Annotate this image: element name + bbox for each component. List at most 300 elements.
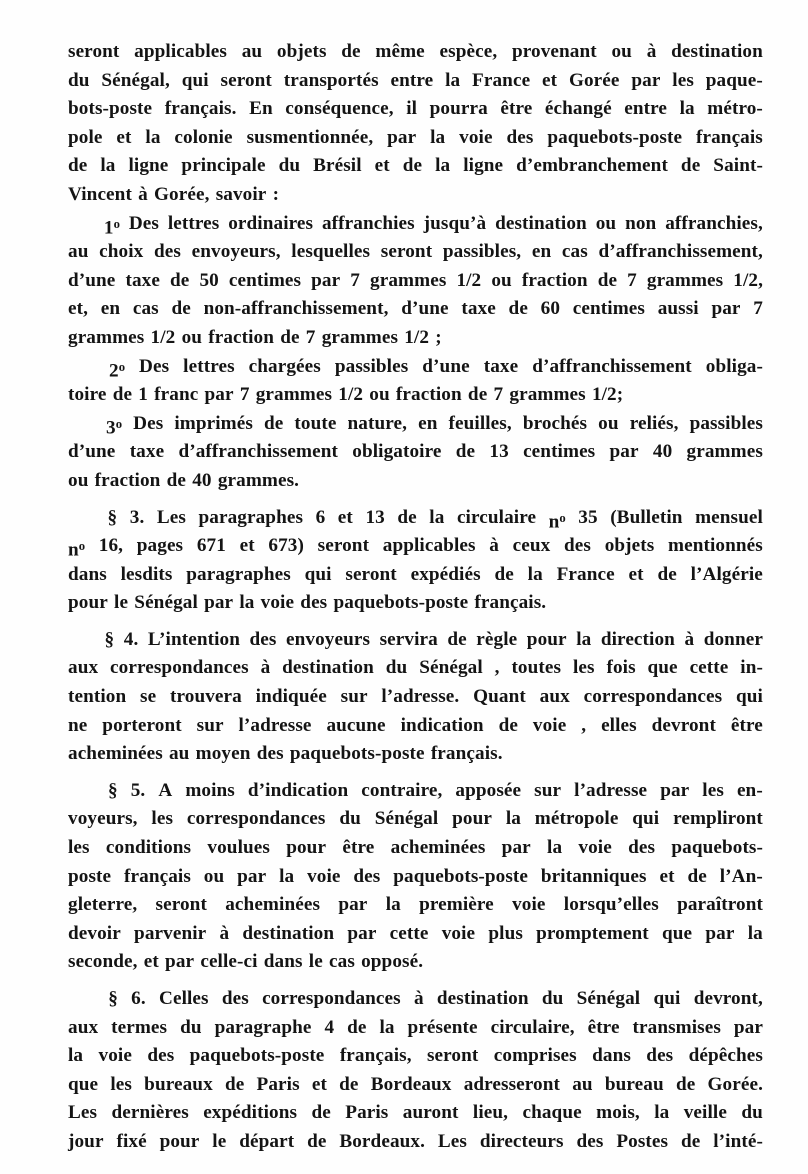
word: la (430, 126, 446, 148)
word: être (730, 714, 763, 736)
word: d’embranchement (516, 155, 668, 177)
word: apposée (455, 779, 522, 801)
word: par (609, 441, 639, 463)
word: 6. (131, 988, 146, 1009)
word: première (419, 894, 494, 916)
word: 40 (192, 469, 212, 491)
word: la (379, 1016, 395, 1038)
word: destination (436, 988, 529, 1009)
word: Paris (345, 1102, 389, 1124)
word: et (116, 126, 132, 148)
word: passibles, (442, 241, 522, 263)
word: colonie (174, 126, 233, 148)
word: la (654, 1102, 670, 1124)
word: fraction (395, 384, 462, 406)
word: lettres (183, 355, 235, 377)
word: Vincent (68, 183, 132, 205)
word: , (581, 714, 587, 736)
word: grammes. (217, 469, 300, 491)
text-line (68, 67, 763, 96)
word: la (445, 69, 461, 91)
word: d’affranchissement (178, 441, 338, 463)
text-column (68, 38, 763, 1157)
word: comprises (493, 1045, 577, 1067)
word: acheminées (225, 894, 321, 916)
word: la (279, 865, 295, 887)
word: lettres (167, 212, 220, 234)
word: seront (68, 41, 120, 62)
text-line (68, 626, 763, 655)
word: applicables (382, 535, 476, 557)
word: A (158, 779, 173, 801)
word: porteront (102, 714, 182, 736)
word: d’une (68, 269, 116, 291)
first-line-indent (68, 410, 95, 439)
word: par (311, 269, 341, 291)
word: L’intention (147, 628, 240, 650)
word: fixé (116, 1130, 147, 1152)
word: par (387, 126, 417, 148)
word: par (338, 894, 368, 916)
word: destination (282, 657, 374, 679)
word: 671 (196, 535, 226, 557)
word: la (547, 837, 563, 859)
word: Des (128, 212, 159, 234)
word: paragraphes (198, 506, 304, 528)
word: correspondances (583, 686, 723, 708)
word: grammes (509, 384, 586, 406)
paragraph-spacer (68, 769, 763, 777)
word: 35 (578, 506, 598, 528)
word: : (272, 183, 280, 205)
word: 4 (324, 1016, 335, 1038)
word: auront (402, 1102, 459, 1124)
word: au (68, 241, 89, 263)
word: d’affranchissement (532, 355, 692, 377)
word: grammes (646, 269, 724, 291)
word: seront (220, 69, 272, 91)
word: Gorée. (707, 1073, 763, 1095)
word: 7 (493, 384, 504, 406)
word: de (347, 1016, 367, 1038)
word: en- (736, 779, 763, 801)
word: la (145, 126, 161, 148)
word: (Bulletin (610, 506, 683, 528)
word: En (249, 98, 273, 120)
word: au (168, 743, 190, 765)
word: ; (435, 326, 442, 348)
word: Sénégal (374, 808, 439, 830)
word: par (204, 592, 234, 614)
word: l’adresse (238, 714, 312, 736)
word: voie (512, 894, 546, 916)
word: lorsqu’elles (563, 894, 659, 916)
word: Les (156, 506, 186, 528)
word: se (140, 686, 157, 708)
word: seront (380, 241, 433, 263)
word: la (747, 922, 763, 944)
word: des (628, 837, 656, 859)
word: Sénégal (134, 592, 198, 614)
word: 40 (652, 441, 673, 463)
word: obliga- (705, 355, 763, 377)
word: mois, (596, 1102, 640, 1124)
word: à (138, 183, 148, 205)
word: chargées (248, 355, 321, 377)
word: paquebots-poste (393, 865, 529, 887)
word: même (375, 41, 425, 62)
text-line (68, 589, 763, 618)
word: et (239, 535, 255, 557)
word: cette (389, 922, 429, 944)
word: toutes (511, 657, 562, 679)
text-line (68, 805, 763, 834)
word: Postes (616, 1130, 669, 1152)
word: français, (339, 1045, 412, 1067)
word: mensuel (695, 506, 763, 528)
word: de (494, 563, 514, 585)
word: de (166, 469, 187, 491)
word: le (212, 1130, 227, 1152)
word: 5. (130, 779, 146, 801)
word: trouvera (170, 686, 242, 708)
word: les (151, 808, 174, 830)
word: imprimés (174, 412, 253, 434)
word: devoir (68, 922, 121, 944)
text-line (68, 863, 763, 892)
word: britanniques (540, 865, 647, 887)
word: de (311, 1102, 331, 1124)
word: 1/2 (150, 326, 176, 348)
word: français (124, 865, 191, 887)
word: 1/2 (404, 326, 430, 348)
word: de (280, 326, 300, 348)
word: il (406, 98, 418, 120)
word: d’indication (247, 779, 349, 801)
word: contraire, (361, 779, 443, 801)
word: d’une (401, 298, 449, 320)
word: cas (561, 241, 588, 263)
word: français. (474, 592, 547, 614)
word: par (705, 922, 735, 944)
word: pole (68, 126, 103, 148)
word: 7 (239, 384, 250, 406)
word: du (68, 69, 90, 91)
word: jour (68, 1130, 104, 1152)
word: règle (476, 628, 518, 650)
word: voyeurs, (68, 808, 138, 830)
word: dépêches (688, 1045, 763, 1067)
word: pour (159, 1130, 200, 1152)
text-line (68, 504, 763, 533)
word: pour (526, 628, 567, 650)
word: nature, (347, 412, 408, 434)
word: 7 (627, 269, 637, 291)
word: lesquelles (291, 241, 371, 263)
word: plus (488, 922, 523, 944)
word: principale (181, 155, 266, 177)
word: franc (154, 384, 199, 406)
word: de (68, 155, 88, 177)
word: ou (181, 326, 203, 348)
word: de (508, 298, 528, 320)
word: Celles (159, 988, 209, 1009)
text-line (68, 532, 763, 561)
text-line (68, 985, 763, 1014)
word: 50 (199, 269, 219, 291)
word: Les (437, 1130, 467, 1152)
word: conditions (105, 837, 192, 859)
word: pour (452, 808, 492, 830)
word: des (147, 1045, 175, 1067)
word: ou (203, 865, 225, 887)
word: sur (196, 714, 224, 736)
word: d’affranchissement, (598, 241, 763, 263)
text-line (68, 1042, 763, 1071)
word: Gorée (568, 69, 620, 91)
word: Paris (256, 1073, 300, 1095)
word: Des (133, 412, 164, 434)
word: voie (459, 126, 493, 148)
word: $n^o$ (548, 510, 566, 533)
word: que (662, 922, 693, 944)
word: des (300, 592, 328, 614)
word: 13 (489, 441, 509, 463)
word: du (741, 1102, 763, 1124)
word: du (385, 657, 408, 679)
word: indiquée (255, 686, 327, 708)
word: voie (307, 865, 341, 887)
word: ligne (128, 155, 169, 177)
first-line-indent (68, 504, 95, 533)
word: à (489, 535, 499, 557)
word: de (170, 269, 190, 291)
word: § (107, 506, 118, 528)
word: le (308, 951, 323, 973)
text-line (68, 561, 763, 590)
word: la (576, 628, 592, 650)
word: circulaire (456, 506, 537, 528)
word: voie (578, 837, 612, 859)
word: paragraphe (214, 1016, 312, 1038)
word: qui (736, 686, 763, 708)
word: par (660, 779, 690, 801)
text-line (68, 777, 763, 806)
word: bureaux (144, 1073, 213, 1095)
word: paque- (705, 69, 763, 91)
word: aux (68, 1016, 99, 1038)
word: pages (136, 535, 184, 557)
word: français. (164, 98, 237, 120)
word: par (237, 865, 267, 887)
word: de (447, 628, 467, 650)
word: la (527, 563, 543, 585)
word: transmises (632, 1016, 721, 1038)
text-line (68, 324, 763, 353)
word: qui (181, 69, 209, 91)
text-line (68, 353, 763, 382)
word: donner (703, 628, 763, 650)
word: en (531, 241, 552, 263)
word: voie (260, 592, 295, 614)
word: que (68, 1073, 99, 1095)
word: ou (68, 469, 89, 491)
word: du (541, 988, 564, 1009)
word: seront (317, 535, 370, 557)
text-line (68, 712, 763, 741)
word: pourra (429, 98, 488, 120)
word: la (239, 592, 255, 614)
word: envoyeurs, (191, 241, 281, 263)
word: ou (369, 384, 390, 406)
word: l’adresse. (381, 686, 460, 708)
paragraph-spacer (68, 618, 763, 626)
word: ou (491, 269, 512, 291)
word: destination (671, 41, 763, 62)
first-line-indent (68, 985, 95, 1014)
word: des (646, 1045, 674, 1067)
word: fraction (208, 326, 275, 348)
word: les (572, 657, 595, 679)
word: taxe (129, 441, 165, 463)
text-line (68, 920, 763, 949)
word: toire (68, 384, 107, 406)
word: seront (155, 894, 207, 916)
word: seront (426, 1045, 479, 1067)
word: par (204, 384, 234, 406)
word: 3$^o$ (106, 416, 123, 439)
word: applicables (134, 41, 227, 62)
word: rempliront (673, 808, 763, 830)
word: par (165, 951, 195, 973)
word: centimes (228, 269, 302, 291)
first-line-indent (68, 210, 95, 239)
word: 1 (138, 384, 148, 406)
word: susmentionnée, (246, 126, 374, 148)
word: qui (304, 563, 332, 585)
word: indication (400, 714, 484, 736)
text-line (68, 1128, 763, 1157)
word: taxe (125, 269, 160, 291)
word: Bordeaux (370, 1073, 452, 1095)
word: et (311, 1073, 327, 1095)
word: Sénégal (576, 988, 641, 1009)
word: paquebots-poste (189, 1045, 325, 1067)
word: aux (68, 657, 99, 679)
word: 673) (268, 535, 304, 557)
word: Gorée, (154, 183, 210, 205)
word: dans (263, 951, 303, 973)
word: fraction (521, 269, 588, 291)
word: § (104, 628, 115, 650)
word: de (657, 563, 677, 585)
word: parvenir (134, 922, 207, 944)
word: au (241, 41, 263, 62)
word: 7 (753, 298, 763, 320)
word: moins (185, 779, 235, 801)
text-line (68, 1099, 763, 1128)
word: de (498, 714, 518, 736)
word: France (556, 563, 615, 585)
word: paquebots-poste (333, 592, 469, 614)
word: correspondances (262, 988, 401, 1009)
word: chaque (522, 1102, 582, 1124)
word: 1/2 (456, 269, 482, 291)
word: mentionnés (668, 535, 763, 557)
word: 7 (305, 326, 316, 348)
text-line (68, 834, 763, 863)
word: 2$^o$ (109, 359, 126, 382)
word: feuilles, (448, 412, 512, 434)
word: 1/2 (338, 384, 364, 406)
text-line (68, 295, 763, 324)
word: les (702, 779, 724, 801)
word: gleterre, (68, 894, 138, 916)
text-line (68, 238, 763, 267)
word: dernières (111, 1102, 189, 1124)
text-line (68, 891, 763, 920)
word: non-affranchissement, (203, 298, 389, 320)
word: voie (98, 1045, 132, 1067)
word: entre (390, 69, 434, 91)
word: passibles (334, 355, 409, 377)
word: l’inté- (713, 1130, 763, 1152)
text-line (68, 381, 763, 410)
word: direction (600, 628, 675, 650)
word: acheminées (390, 837, 486, 859)
paragraph-spacer (68, 496, 763, 504)
word: de (397, 506, 417, 528)
word: correspondances (110, 657, 249, 679)
word: être (342, 837, 375, 859)
word: Les (68, 1102, 98, 1124)
word: cette (689, 657, 729, 679)
word: adresseront (463, 1073, 561, 1095)
word: provenant (511, 41, 597, 62)
word: Sénégal (419, 657, 483, 679)
word: passibles (689, 412, 763, 434)
word: du (339, 808, 361, 830)
first-line-indent (68, 353, 95, 382)
word: 4. (123, 628, 139, 650)
text-line (68, 124, 763, 153)
word: 7 (350, 269, 360, 291)
word: expédiés (410, 563, 481, 585)
word: jusqu’à (423, 212, 487, 234)
text-line (68, 210, 763, 239)
word: grammes (370, 269, 447, 291)
word: 13 (365, 506, 385, 528)
word: de (224, 1073, 245, 1095)
word: choix (99, 241, 144, 263)
word: ne (68, 714, 88, 736)
word: que (647, 657, 678, 679)
word: seconde, (68, 951, 138, 973)
word: des (353, 865, 381, 887)
word: devront, (693, 988, 763, 1009)
word: acheminées (68, 743, 163, 765)
word: des (256, 743, 284, 765)
word: la (435, 155, 451, 177)
word: présente (407, 1016, 478, 1038)
word: la (100, 155, 116, 177)
word: ou (595, 212, 617, 234)
text-line (68, 181, 763, 210)
word: à (260, 657, 271, 679)
word: qui (653, 988, 681, 1009)
word: à (646, 41, 657, 62)
word: seront (345, 563, 397, 585)
